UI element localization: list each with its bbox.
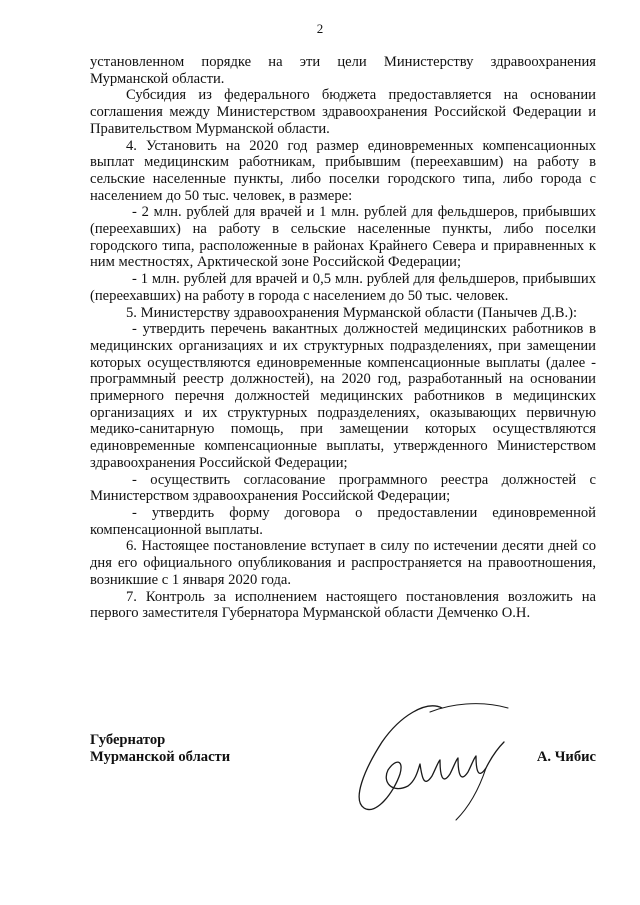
signatory-title	[90, 732, 230, 766]
signatory-name: А. Чибис	[536, 749, 596, 765]
page-number: 2	[316, 21, 324, 36]
document-body	[90, 54, 596, 622]
signatory-title-line1: Губернатор	[90, 732, 166, 748]
paragraph-item-6: 6. Настоящее постановление вступает в силу по истечении десяти дней со дня его официального опубликования и распространяется на правоотношения, возникшие с 1 января 2020 года.	[90, 538, 596, 588]
paragraph-item-5-approval: - осуществить согласование программного реестра должностей с Министерством здравоохранения Российской Федерации;	[90, 471, 596, 505]
paragraph-item-5-contract: - утвердить форму договора о предоставлении единовременной компенсационной выплаты.	[90, 504, 596, 538]
handwritten-signature	[330, 690, 520, 825]
paragraph-item-4-towns: - 1 млн. рублей для врачей и 0,5 млн. рублей для фельдшеров, прибывших (переехавших) на работу в города с населением до 50 тыс. человек.	[90, 271, 596, 304]
paragraph-item-4-rural: - 2 млн. рублей для врачей и 1 млн. рублей для фельдшеров, прибывших (переехавших) на работу в сельские населенные пункты, либо поселки городского типа, расположенные в районах Крайнего Севера и приравненных к ним местностях, Арктической зоне Российской Федерации;	[90, 204, 596, 271]
paragraph-subsidy-end: установленном порядке на эти цели Министерству здравоохранения Мурманской области.	[90, 54, 596, 87]
paragraph-item-7: 7. Контроль за исполнением настоящего постановления возложить на первого заместителя Губернатора Мурманской области Демченко О.Н.	[90, 588, 596, 622]
paragraph-item-5: 5. Министерству здравоохранения Мурманской области (Панычев Д.В.):	[126, 304, 578, 321]
paragraph-federal-subsidy: Субсидия из федерального бюджета предоставляется на основании соглашения между Министерством здравоохранения Российской Федерации и Правительством Мурманской области.	[90, 87, 596, 137]
signatory-title-line2: Мурманской области	[90, 749, 231, 765]
paragraph-item-4: 4. Установить на 2020 год размер единовременных компенсационных выплат медицинским работникам, прибывшим (переехавшим) на работу в сельские населенные пункты, либо поселки городского типа, либо города с населением до 50 тыс. человек, в размере:	[90, 137, 596, 204]
paragraph-item-5-registry: - утвердить перечень вакантных должностей медицинских работников в медицинских организациях и их структурных подразделениях, при замещении которых осуществляются единовременные компенсационные выплаты (далее - программный реестр должностей), на 2020 год, разработанный на основании примерного перечня должностей медицинских работников в медицинских организациях и их структурных подразделениях, оказывающих первичную медико-санитарную помощь, при замещении которых осуществляются единовременные компенсационные выплаты, утвержденного Министерством здравоохранения Российской Федерации;	[90, 321, 596, 471]
